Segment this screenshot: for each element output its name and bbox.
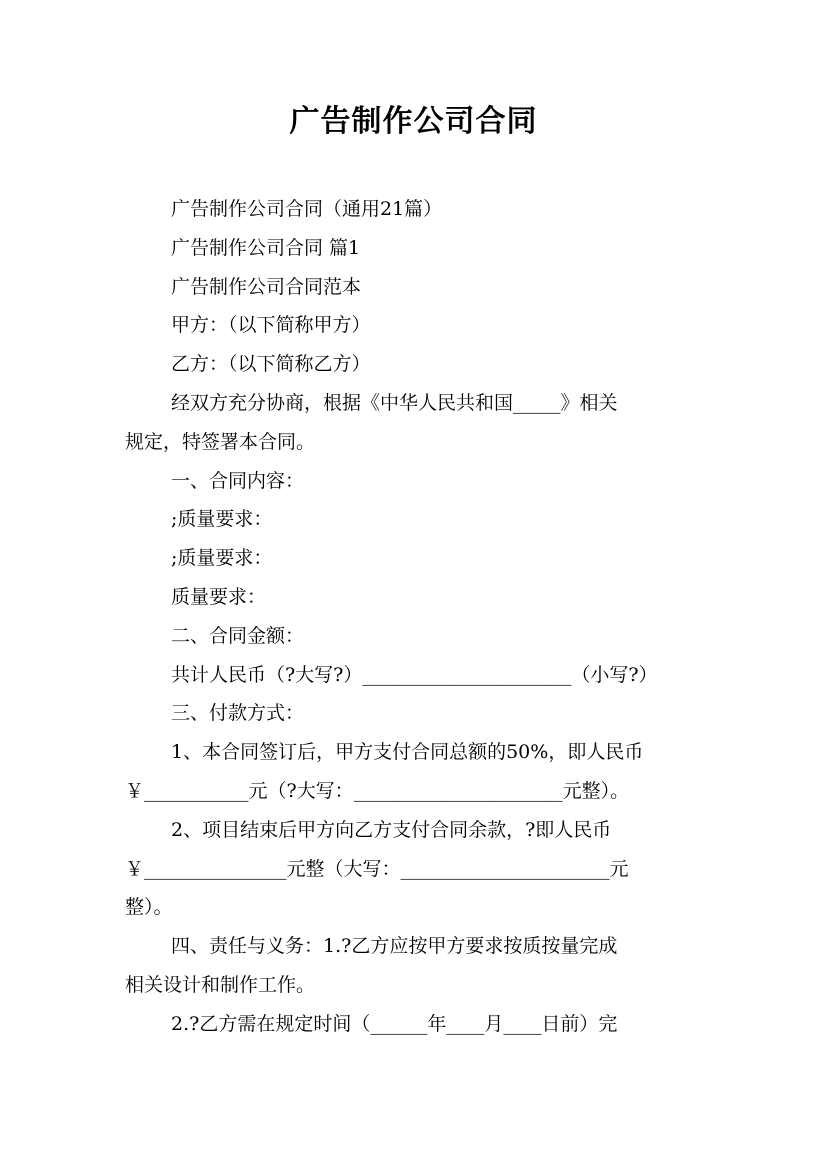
paragraph: 广告制作公司合同（通用21篇） <box>171 198 443 220</box>
paragraph: 广告制作公司合同范本 <box>171 275 362 298</box>
paragraph: 相关设计和制作工作。 <box>125 973 316 996</box>
paragraph: 整）。 <box>125 896 173 919</box>
paragraph: 乙方：（以下简称乙方） <box>171 353 371 376</box>
section-heading: 一、合同内容： <box>171 469 305 492</box>
section-heading: 二、合同金额： <box>171 624 305 647</box>
paragraph: 规定，特签署本合同。 <box>125 430 316 453</box>
paragraph: ￥___________元（?大写：______________________元整）。 <box>125 779 630 802</box>
paragraph: ;质量要求： <box>171 547 273 570</box>
paragraph: 1、本合同签订后，甲方支付合同总额的50%，即人民币 <box>171 741 644 764</box>
paragraph: 甲方：（以下简称甲方） <box>171 314 371 337</box>
document-title: 广告制作公司合同 <box>289 104 538 139</box>
section-heading: 四、责任与义务：1.?乙方应按甲方要求按质按量完成 <box>171 935 618 958</box>
paragraph: 广告制作公司合同 篇1 <box>171 236 361 259</box>
paragraph: 共计人民币（?大写?）______________________（小写?） <box>171 663 658 686</box>
paragraph: 2.?乙方需在规定时间（______年____月____日前）完 <box>171 1012 618 1035</box>
section-heading: 三、付款方式： <box>171 702 305 725</box>
paragraph: ;质量要求： <box>171 508 273 531</box>
paragraph: 2、项目结束后甲方向乙方支付合同余款，?即人民币 <box>171 818 612 841</box>
document-body <box>125 190 705 1044</box>
paragraph: ￥_______________元整（大写：______________________元 <box>125 857 629 880</box>
paragraph: 质量要求： <box>171 585 267 608</box>
paragraph: 经双方充分协商，根据《中华人民共和国_____》相关 <box>171 391 618 414</box>
